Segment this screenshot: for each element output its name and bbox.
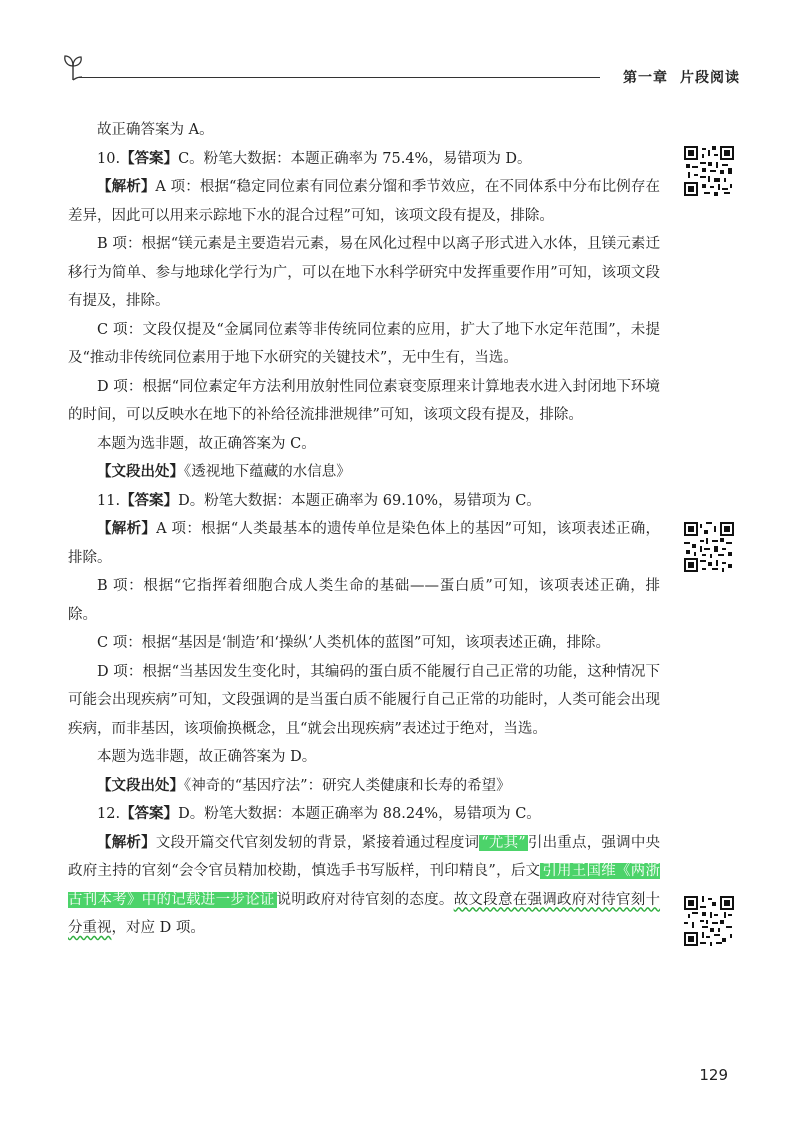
q10-answer <box>68 145 660 174</box>
answer-tag: 【答案】 <box>120 806 179 822</box>
q12-analysis-part4: ，对应 D 项。 <box>111 920 205 936</box>
qr-code-icon[interactable] <box>684 896 734 946</box>
q11-conclusion: 本题为选非题，故正确答案为 D。 <box>97 749 317 765</box>
q10-option-b: B 项：根据“镁元素是主要造岩元素，易在风化过程中以离子形式进入水体，且镁元素迁移行为简单、参与地球化学行为广，可以在地下水科学研究中发挥重要作用”可知，该项文段有提及，排除。 <box>68 236 660 309</box>
answer-tag: 【答案】 <box>120 492 179 509</box>
q11-answer <box>68 487 660 516</box>
q10-source-title: 《透视地下蕴藏的水信息》 <box>184 464 351 480</box>
q10-number: 10. <box>97 150 121 167</box>
q10-analysis <box>68 173 660 230</box>
header-rule <box>78 77 600 78</box>
q10-option-c: C 项：文段仅提及“金属同位素等非传统同位素的应用，扩大了地下水定年范围”，未提及“推动非传统同位素用于地下水研究的关键技术”，无中生有，当选。 <box>68 321 660 366</box>
q11-source-title: 《神奇的“基因疗法”：研究人类健康和长寿的希望》 <box>184 777 511 794</box>
q12-analysis-part3: 说明政府对待官刻的态度。 <box>276 891 454 908</box>
analysis-tag: 【解析】 <box>97 179 156 195</box>
wavy-underlined-conclusion: 故文段意在强调政府对待官刻十分重视 <box>68 891 661 936</box>
page-number: 129 <box>699 1066 728 1084</box>
q9-conclusion: 故正确答案为 A。 <box>97 122 214 138</box>
q12-analysis-part2: 引出重点，强调中央政府主持的官刻“会令官员精加校勘，慎选手书写版样，刊印精良”，后文 <box>68 834 661 879</box>
q11-option-c: C 项：根据“基因是‘制造’和‘操纵’人类机体的蓝图”可知，该项表述正确，排除。 <box>97 635 610 651</box>
q11-number: 11. <box>97 492 121 509</box>
q12-answer <box>68 800 660 829</box>
q10-source <box>68 458 660 487</box>
highlight-keyword: “尤其” <box>481 834 526 851</box>
qr-code-icon[interactable] <box>684 522 734 572</box>
q11-option-b: B 项：根据“它指挥着细胞合成人类生命的基础——蛋白质”可知，该项表述正确，排除。 <box>68 578 660 623</box>
q12-analysis <box>68 829 660 943</box>
analysis-tag: 【解析】 <box>97 521 157 537</box>
q10-option-d: D 项：根据“同位素定年方法利用放射性同位素衰变原理来计算地表水进入封闭地下环境的时间，可以反映水在地下的补给径流排泄规律”可知，该项文段有提及，排除。 <box>68 378 660 423</box>
q11-answer-text: D。粉笔大数据：本题正确率为 69.10%，易错项为 C。 <box>178 492 541 509</box>
q11-analysis-a: A 项：根据“人类最基本的遗传单位是染色体上的基因”可知，该项表述正确，排除。 <box>68 521 661 566</box>
q10-analysis-a: A 项：根据“稳定同位素有同位素分馏和季节效应，在不同体系中分布比例存在差异，因此可以用来示踪地下水的混合过程”可知，该项文段有提及，排除。 <box>68 179 660 224</box>
sprout-icon <box>62 52 84 86</box>
chapter-number: 第一章 <box>623 70 668 86</box>
q11-analysis <box>68 515 660 572</box>
page-header <box>60 52 740 92</box>
source-tag: 【文段出处】 <box>97 464 184 480</box>
chapter-section: 片段阅读 <box>680 70 740 86</box>
q10-answer-text: C。粉笔大数据：本题正确率为 75.4%，易错项为 D。 <box>178 150 532 167</box>
q12-answer-text: D。粉笔大数据：本题正确率为 88.24%，易错项为 C。 <box>178 806 541 822</box>
chapter-title <box>611 67 740 87</box>
analysis-tag: 【解析】 <box>97 834 156 851</box>
qr-code-icon[interactable] <box>684 146 734 196</box>
answer-tag: 【答案】 <box>120 150 179 167</box>
highlight-citation: 引用王国维《两浙古刊本考》中的记载进一步论证 <box>68 863 661 908</box>
q12-analysis-part1: 文段开篇交代官刻发轫的背景，紧接着通过程度词 <box>155 834 480 851</box>
source-tag: 【文段出处】 <box>97 777 184 794</box>
q10-conclusion: 本题为选非题，故正确答案为 C。 <box>97 435 316 452</box>
page-content <box>68 116 660 943</box>
q11-source <box>68 772 660 801</box>
q11-option-d: D 项：根据“当基因发生变化时，其编码的蛋白质不能履行自己正常的功能，这种情况下可能会出现疾病”可知，文段强调的是当蛋白质不能履行自己正常的功能时，人类可能会出现疾病，而非基因，该项偷换概念，且“就会出现疾病”表述过于绝对，当选。 <box>68 663 660 737</box>
q12-number: 12. <box>97 806 121 822</box>
